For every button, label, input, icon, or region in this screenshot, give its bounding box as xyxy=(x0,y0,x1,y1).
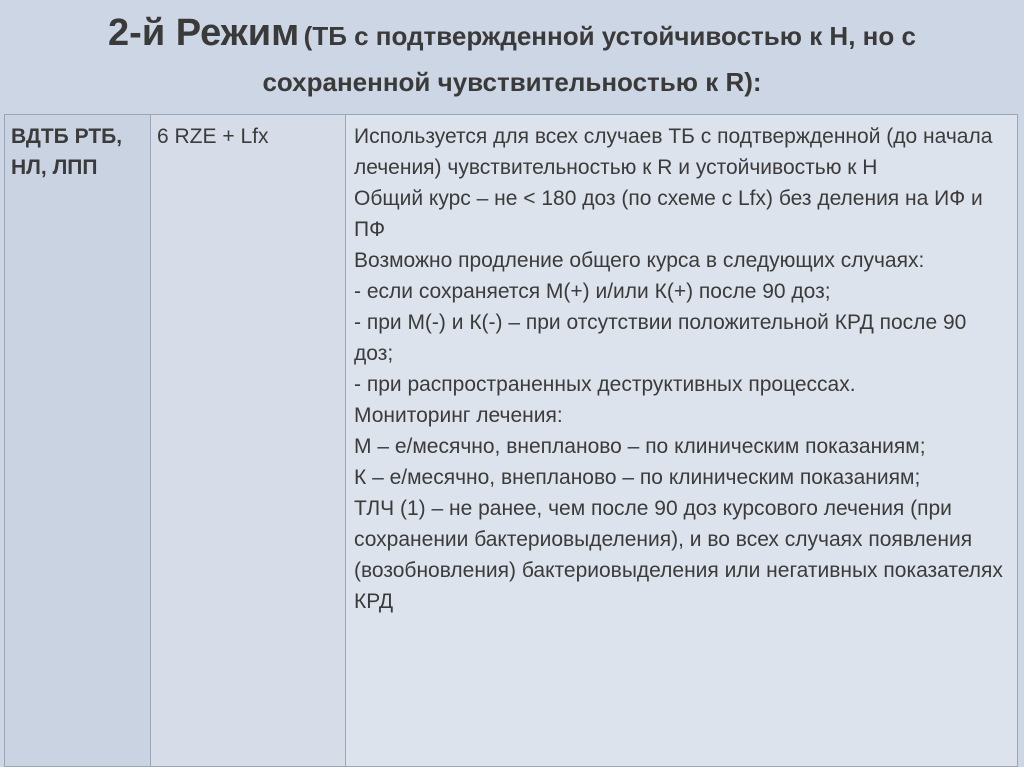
description-line: - если сохраняется М(+) и/или К(+) после 90 доз; xyxy=(354,280,831,303)
title-sub-line1: (ТБ с подтвержденной устойчивостью к H, но с xyxy=(303,21,916,51)
description-line: М – е/месячно, внепланово – по клиническим показаниям; xyxy=(354,435,926,458)
description-line: К – е/месячно, внепланово – по клиническим показаниям; xyxy=(354,466,921,489)
description-line: Возможно продление общего курса в следующих случаях: xyxy=(354,249,925,272)
description-cell xyxy=(346,115,1018,767)
description-line: ТЛЧ (1) – не ранее, чем после 90 доз курсового лечения (при сохранении бактериовыделения), и во всех случаях появления (возобновления) бактериовыделения или негативных показателях КРД xyxy=(354,497,1003,613)
table-row xyxy=(5,115,1018,767)
title-main: 2-й Режим xyxy=(108,12,300,54)
description-line: - при М(-) и К(-) – при отсутствии положительной КРД после 90 доз; xyxy=(354,311,967,365)
description-line: Мониторинг лечения: xyxy=(354,404,563,427)
description-line: Общий курс – не < 180 доз (по схеме с Lfx) без деления на ИФ и ПФ xyxy=(354,187,983,241)
title-sub-line2: сохраненной чувствительностью к R): xyxy=(262,67,762,97)
regimen-table xyxy=(4,114,1018,767)
description-line: Используется для всех случаев ТБ с подтвержденной (до начала лечения) чувствительностью к R и устойчивостью к H xyxy=(354,125,993,179)
category-cell: ВДТБ РТБ, НЛ, ЛПП xyxy=(5,115,151,767)
description-line: - при распространенных деструктивных процессах. xyxy=(354,373,856,396)
regimen-cell: 6 RZE + Lfx xyxy=(151,115,346,767)
slide-title xyxy=(0,0,1024,114)
